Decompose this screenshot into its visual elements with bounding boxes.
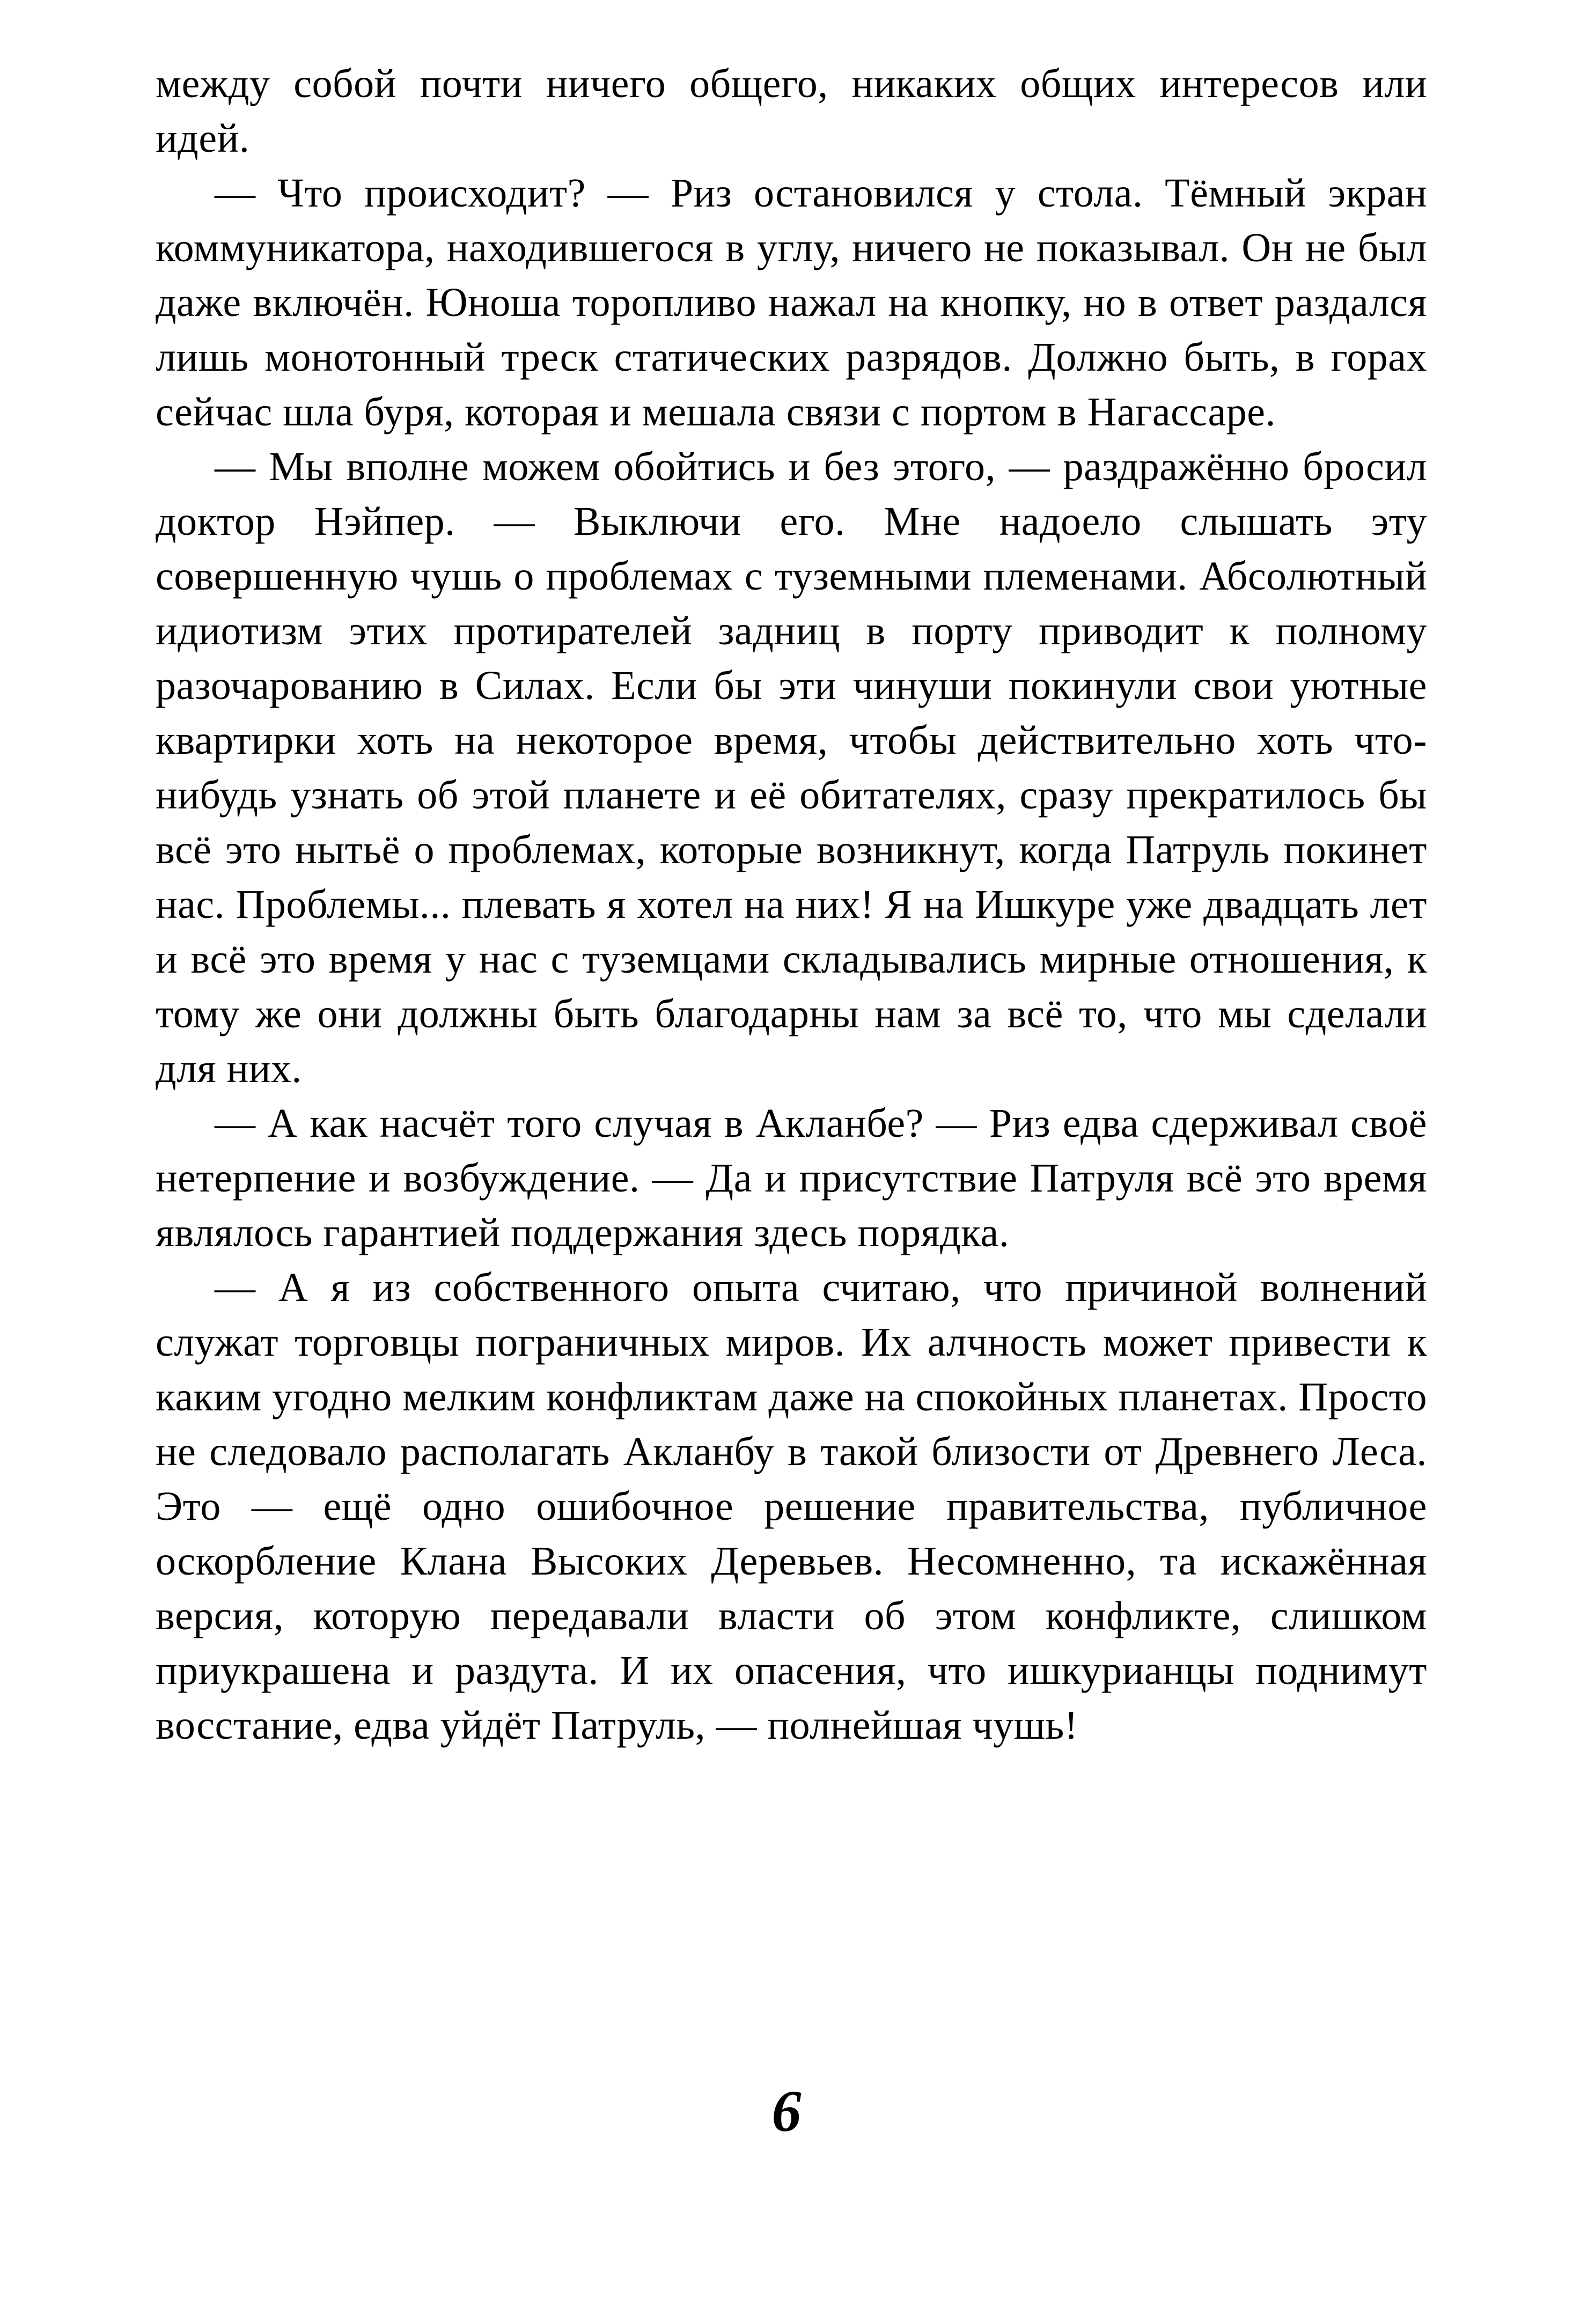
page-body [156, 56, 1427, 1753]
paragraph-1: между собой почти ничего общего, никаких общих интересов или идей. [156, 61, 1427, 161]
paragraph-4: — А как насчёт того случая в Акланбе? — Риз едва сдерживал своё нетерпение и возбуждение. — Да и присутствие Патруля всё это время являлось гарантией поддержания здесь порядка. [156, 1101, 1427, 1255]
paragraph-3: — Мы вполне можем обойтись и без этого, — раздражённо бросил доктор Нэйпер. — Выключи его. Мне надоело слышать эту совершенную чушь о проблемах с туземными племенами. Абсолютный идиотизм этих протирателей задниц в порту приводит к полному разочарованию в Силах. Если бы эти чинуши покинули свои уютные квартирки хоть на некоторое время, чтобы действительно хоть что-нибудь узнать об этой планете и её обитателях, сразу прекратилось бы всё это нытьё о проблемах, которые возникнут, когда Патруль покинет нас. Проблемы... плевать я хотел на них! Я на Ишкуре уже двадцать лет и всё это время у нас с туземцами складывались мирные отношения, к тому же они должны быть благодарны нам за всё то, что мы сделали для них. [156, 444, 1427, 1091]
paragraph-5: — А я из собственного опыта считаю, что причиной волнений служат торговцы пограничных миров. Их алчность может привести к каким угодно мелким конфликтам даже на спокойных планетах. Просто не следовало располагать Акланбу в такой близости от Древнего Леса. Это — ещё одно ошибочное решение правительства, публичное оскорбление Клана Высоких Деревьев. Несомненно, та искажённая версия, которую передавали власти об этом конфликте, слишком приукрашена и раздута. И их опасения, что ишкурианцы поднимут восстание, едва уйдёт Патруль, — полнейшая чушь! [156, 1265, 1427, 1748]
paragraph-2: — Что происходит? — Риз остановился у стола. Тёмный экран коммуникатора, находившегося в углу, ничего не показывал. Он не был даже включён. Юноша торопливо нажал на кнопку, но в ответ раздался лишь монотонный треск статических разрядов. Должно быть, в горах сейчас шла буря, которая и мешала связи с портом в Нагассаре. [156, 171, 1427, 435]
page-number: 6 [771, 2078, 802, 2144]
